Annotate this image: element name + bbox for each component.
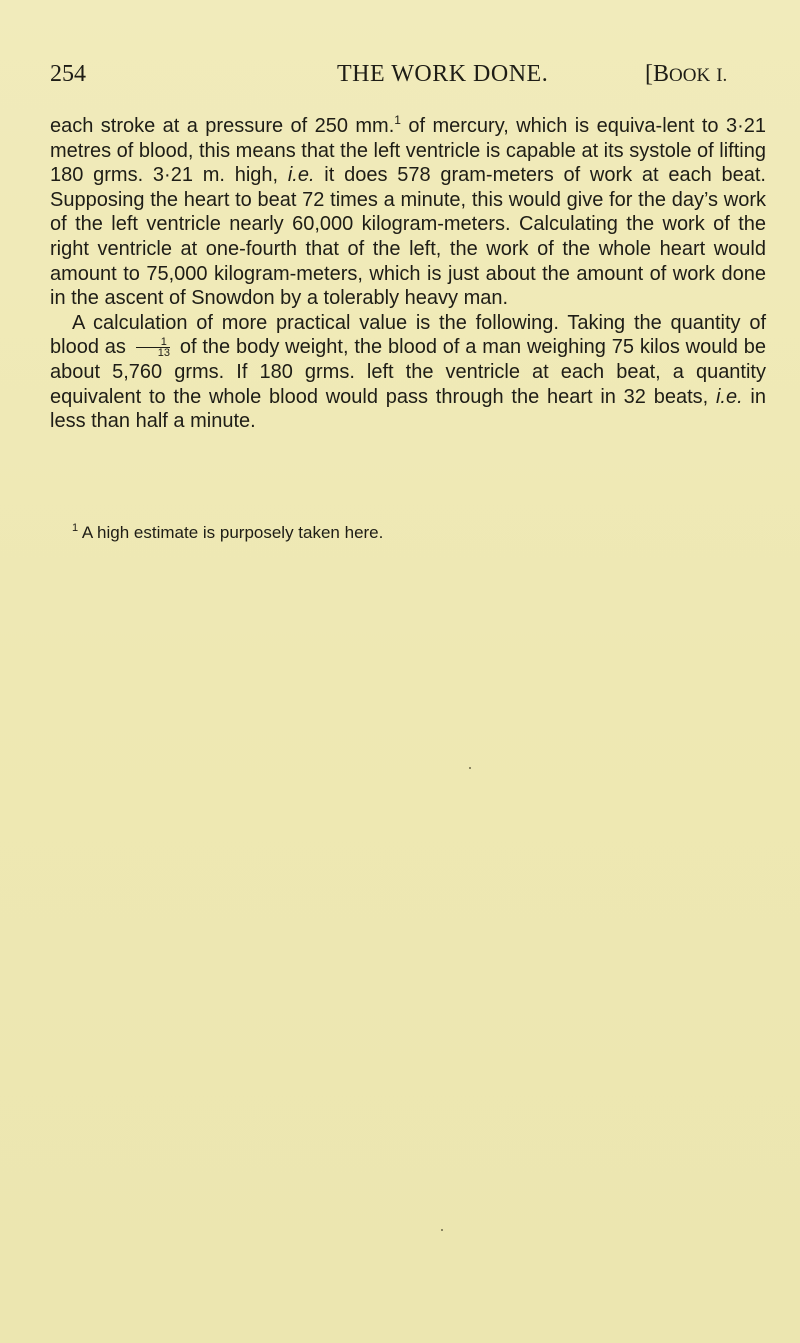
- footnote-reference: 1: [394, 113, 401, 127]
- book-bracket: [: [645, 61, 653, 87]
- fraction: [136, 337, 170, 358]
- italic-abbreviation: i.e.: [287, 164, 315, 187]
- book-roman-numeral: I.: [716, 65, 728, 86]
- fraction-denominator: 13: [136, 347, 170, 358]
- paper-speck: [469, 767, 471, 769]
- footnote: [72, 522, 772, 544]
- footnote-marker: 1: [72, 522, 79, 534]
- italic-abbreviation: i.e.: [715, 385, 743, 408]
- paragraph-text: each stroke at a pressure of 250 mm.: [50, 115, 395, 137]
- body-text: [50, 114, 766, 434]
- paragraph-text: in less than half a minute.: [50, 385, 766, 433]
- page-number: 254: [50, 61, 86, 87]
- paragraph-text: of mercury, which is equiva-lent to 3·21 metres of blood, this means that the left ventricle is capable at its systole of lifting 180 grms. 3·21 m. high,: [50, 115, 766, 187]
- paragraph-practical-value: [50, 311, 766, 434]
- paragraph-text: of the body weight, the blood of a man weighing 75 kilos would be about 5,760 grms. If 180 grms. left the ventricle at each beat, a quantity equivalent to the whole blood would pass through the heart in 32 beats,: [50, 336, 767, 408]
- paragraph-text: A calculation of more practical value is the following. Taking the quantity of blood as: [50, 311, 766, 359]
- book-initial: B: [653, 61, 670, 87]
- running-title: THE WORK DONE.: [337, 61, 549, 87]
- footnote-text: A high estimate is purposely taken here.: [78, 523, 384, 542]
- fraction-numerator: 1: [160, 336, 167, 349]
- paper-speck: [441, 1229, 443, 1231]
- book-word-rest: OOK: [669, 65, 711, 86]
- book-reference: [645, 61, 727, 88]
- page-header: [50, 61, 764, 97]
- paragraph-work-calculation: [50, 114, 766, 311]
- paragraph-text: it does 578 gram-meters of work at each beat. Supposing the heart to beat 72 times a minute, this would give for the day’s work of the left ventricle nearly 60,000 kilogram-meters. Calculating the work of the right ventricle at one-fourth that of the left, the work of the whole heart would amount to 75,000 kilogram-meters, which is just about the amount of work done in the ascent of Snowdon by a tolerably heavy man.: [50, 164, 766, 310]
